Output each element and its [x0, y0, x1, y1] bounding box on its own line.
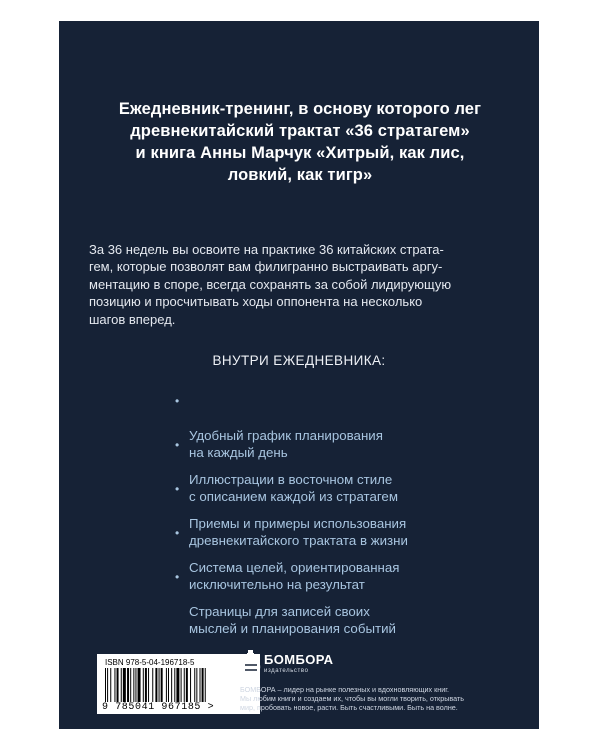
bullet-icon: •: [175, 438, 180, 452]
publisher-line: мир, пробовать новое, расти. Быть счастливыми. Быть на волне.: [240, 703, 458, 712]
publisher-description: [240, 685, 525, 712]
intro-line: ментацию в споре, всегда сохранять за собой лидирующую: [89, 276, 452, 292]
feature-text: Система целей, ориентированная исключительно на результат: [189, 560, 400, 592]
publisher-subtitle: издательство: [264, 668, 309, 674]
feature-text: Приемы и примеры использования древнекитайского трактата в жизни: [189, 516, 408, 548]
headline-line: древнекитайский трактат «36 стратагем»: [130, 122, 470, 140]
bullet-icon: •: [175, 570, 180, 584]
bullet-icon: •: [175, 482, 180, 496]
section-title: ВНУТРИ ЕЖЕДНЕВНИКА:: [212, 353, 386, 368]
headline-line: Ежедневник-тренинг, в основу которого лег: [118, 100, 482, 118]
feature-list: [175, 393, 495, 636]
barcode-number: 9 785041 967185 >: [102, 702, 215, 713]
intro-line: позицию и просчитывать ходы оппонента на несколько: [89, 294, 423, 310]
feature-item: [175, 481, 495, 548]
bullet-icon: •: [175, 526, 180, 540]
headline: [86, 98, 514, 186]
barcode-icon: [105, 668, 249, 702]
intro-line: гем, которые позволят вам филигранно выстраивать аргу-: [89, 259, 443, 275]
headline-line: ловкий, как тигр»: [227, 166, 373, 184]
barcode-label: [97, 654, 260, 714]
feature-text: Иллюстрации в восточном стиле с описанием каждой из стратагем: [189, 472, 398, 504]
publisher-line: БОМБОРА – лидер на рынке полезных и вдохновляющих книг.: [240, 685, 449, 694]
intro-line: За 36 недель вы освоите на практике 36 китайских страта-: [89, 242, 444, 257]
feature-item: [175, 393, 495, 460]
feature-text: Удобный график планирования на каждый день: [189, 428, 383, 460]
intro-line: шагов вперед.: [89, 311, 176, 327]
bomb-logo-icon: [240, 649, 262, 679]
publisher-name: БОМБОРА: [264, 652, 334, 667]
publisher-logo: [240, 649, 360, 679]
feature-item: [175, 437, 495, 504]
feature-item: [175, 525, 495, 592]
feature-text: Страницы для записей своих мыслей и планирования событий: [189, 604, 396, 636]
headline-line: и книга Анны Марчук «Хитрый, как лис,: [135, 144, 465, 162]
book-back-cover: [59, 21, 539, 729]
isbn-text: ISBN 978-5-04-196718-5: [105, 658, 195, 667]
publisher-line: Мы любим книги и создаем их, чтобы вы могли творить, открывать: [240, 694, 464, 703]
intro-paragraph: [89, 241, 514, 328]
feature-item: [175, 569, 495, 636]
bullet-icon: •: [175, 394, 180, 408]
